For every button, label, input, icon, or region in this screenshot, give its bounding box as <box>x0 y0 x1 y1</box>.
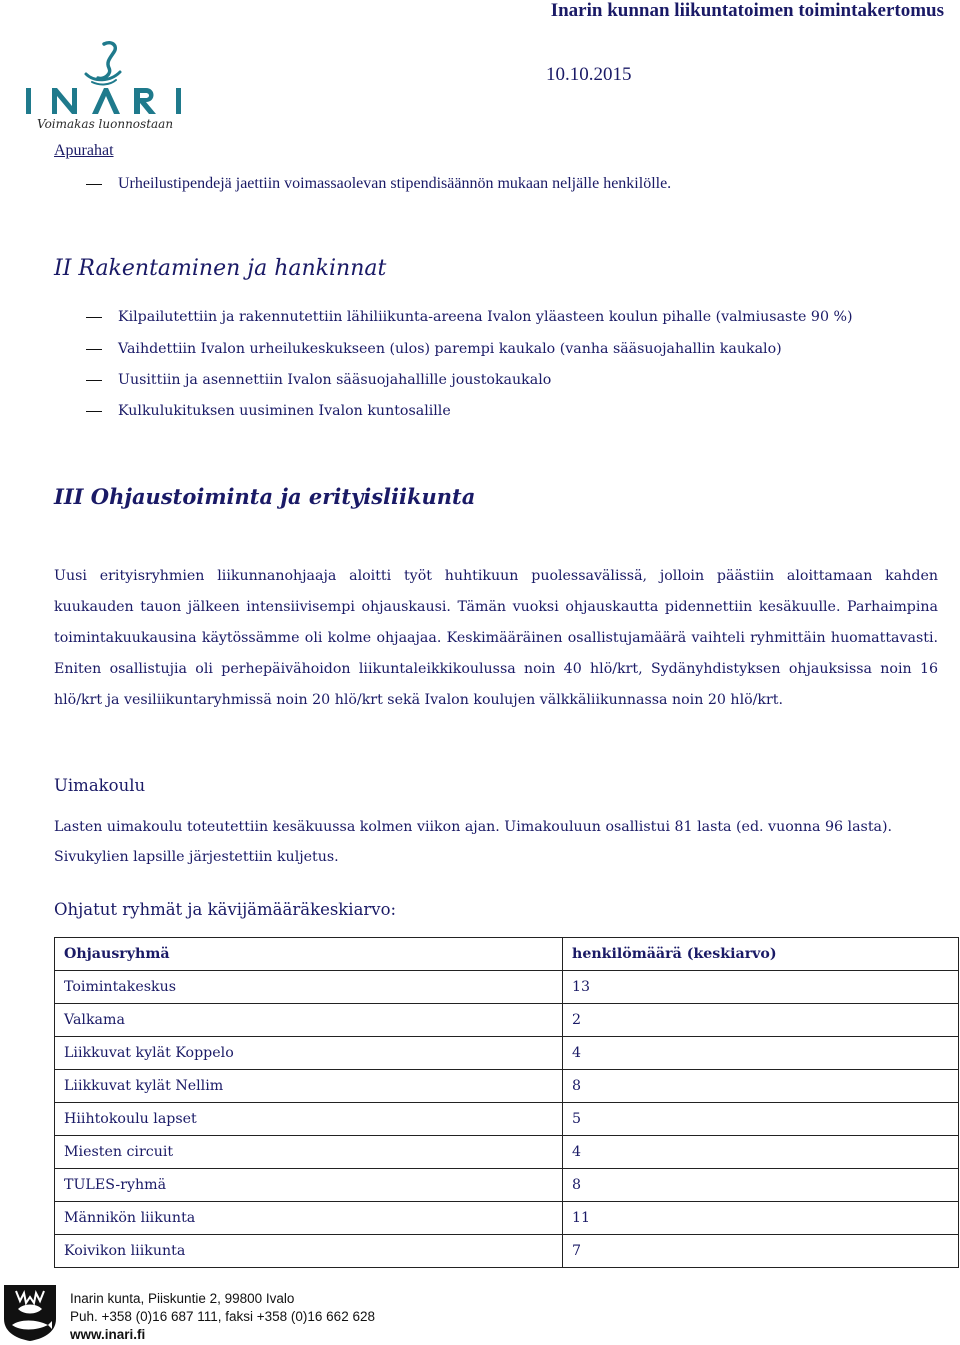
dash-bullet <box>86 411 102 412</box>
list-item <box>86 339 782 359</box>
table-cell-group: TULES-ryhmä <box>55 1169 563 1202</box>
dash-bullet <box>86 184 102 185</box>
table-cell-count: 4 <box>563 1037 959 1070</box>
reindeer-salmon-crest-icon <box>2 1283 58 1341</box>
document-title: Inarin kunnan liikuntatoimen toimintakertomus <box>550 0 944 21</box>
section-heading-rakentaminen: II Rakentaminen ja hankinnat <box>54 256 387 281</box>
table-row <box>55 1037 959 1070</box>
table-cell-count: 5 <box>563 1103 959 1136</box>
groups-table <box>54 937 959 1268</box>
column-header-group: Ohjausryhmä <box>55 938 563 971</box>
table-cell-count: 2 <box>563 1004 959 1037</box>
dash-bullet <box>86 380 102 381</box>
table-cell-group: Toimintakeskus <box>55 971 563 1004</box>
table-row <box>55 1004 959 1037</box>
uimakoulu-paragraph: Lasten uimakoulu toteutettiin kesäkuussa kolmen viikon ajan. Uimakouluun osallistui 81 lasta (ed. vuonna 96 lasta). Sivukylien lapsille järjestettiin kuljetus. <box>54 819 893 865</box>
list-item <box>86 370 551 390</box>
ohjaustoiminta-paragraph: Uusi erityisryhmien liikunnanohjaaja aloitti työt huhtikuun puolessavälissä, jolloin päästiin aloittamaan kahden kuukauden tauon jälkeen intensiivisempi ohjauskausi. Tämän vuoksi ohjauskautta pidennettiin kesäkuulle. Parhaimpina toimintakuukausina käytössämme oli kolme ohjaajaa. Keskimääräinen osallistujamäärä vaihteli ryhmittäin huomattavasti. Eniten osallistujia oli perhepäivähoidon liikuntaleikkikoulussa noin 40 hlö/krt, Sydänyhdistyksen ohjauksissa noin 16 hlö/krt ja vesiliikuntaryhmissä noin 20 hlö/krt sekä Ivalon koulujen välkkäliikunnassa noin 20 hlö/krt. <box>54 568 938 708</box>
table-cell-count: 7 <box>563 1235 959 1268</box>
dash-bullet <box>86 317 102 318</box>
list-item-text: Kulkulukituksen uusiminen Ivalon kuntosalille <box>118 403 451 419</box>
list-item <box>86 307 853 327</box>
swan-wave-icon <box>22 40 186 120</box>
table-cell-count: 8 <box>563 1070 959 1103</box>
table-row <box>55 1202 959 1235</box>
inari-logo <box>22 40 186 136</box>
table-cell-count: 8 <box>563 1169 959 1202</box>
footer-website-link[interactable]: www.inari.fi <box>70 1327 146 1342</box>
table-row <box>55 971 959 1004</box>
list-item <box>86 174 671 194</box>
section-heading-ohjaustoiminta: III Ohjaustoiminta ja erityisliikunta <box>54 484 476 509</box>
logo-slogan: Voimakas luonnostaan <box>37 117 174 131</box>
dash-bullet <box>86 349 102 350</box>
table-cell-count: 11 <box>563 1202 959 1235</box>
list-item-text: Urheilustipendejä jaettiin voimassaolevan stipendisäännön mukaan neljälle henkilölle. <box>118 175 672 192</box>
table-row <box>55 1169 959 1202</box>
table-cell-group: Männikön liikunta <box>55 1202 563 1235</box>
table-cell-group: Koivikon liikunta <box>55 1235 563 1268</box>
list-item-text: Kilpailutettiin ja rakennutettiin lähiliikunta-areena Ivalon yläasteen koulun pihalle (valmiusaste 90 %) <box>118 309 853 325</box>
table-row <box>55 1070 959 1103</box>
column-header-count: henkilömäärä (keskiarvo) <box>563 938 959 971</box>
list-item-text: Uusittiin ja asennettiin Ivalon sääsuojahallille joustokaukalo <box>118 372 552 388</box>
table-cell-group: Hiihtokoulu lapset <box>55 1103 563 1136</box>
table-cell-count: 4 <box>563 1136 959 1169</box>
table-cell-group: Liikkuvat kylät Nellim <box>55 1070 563 1103</box>
table-row <box>55 1235 959 1268</box>
section-heading-uimakoulu: Uimakoulu <box>54 776 146 795</box>
table-cell-group: Valkama <box>55 1004 563 1037</box>
footer-address: Inarin kunta, Piiskuntie 2, 99800 Ivalo <box>70 1291 295 1306</box>
list-item-text: Vaihdettiin Ivalon urheilukeskukseen (ulos) parempi kaukalo (vanha sääsuojahallin kaukalo) <box>118 341 782 357</box>
section-heading-apurahat: Apurahat <box>54 142 114 159</box>
section-heading-ryhmat: Ohjatut ryhmät ja kävijämääräkeskiarvo: <box>54 900 397 919</box>
table-cell-count: 13 <box>563 971 959 1004</box>
table-row <box>55 1103 959 1136</box>
table-header-row <box>55 938 959 971</box>
list-item <box>86 401 451 421</box>
footer-phone: Puh. +358 (0)16 687 111, faksi +358 (0)16 662 628 <box>70 1309 375 1324</box>
table-cell-group: Miesten circuit <box>55 1136 563 1169</box>
table-row <box>55 1136 959 1169</box>
document-date: 10.10.2015 <box>546 64 632 85</box>
table-cell-group: Liikkuvat kylät Koppelo <box>55 1037 563 1070</box>
